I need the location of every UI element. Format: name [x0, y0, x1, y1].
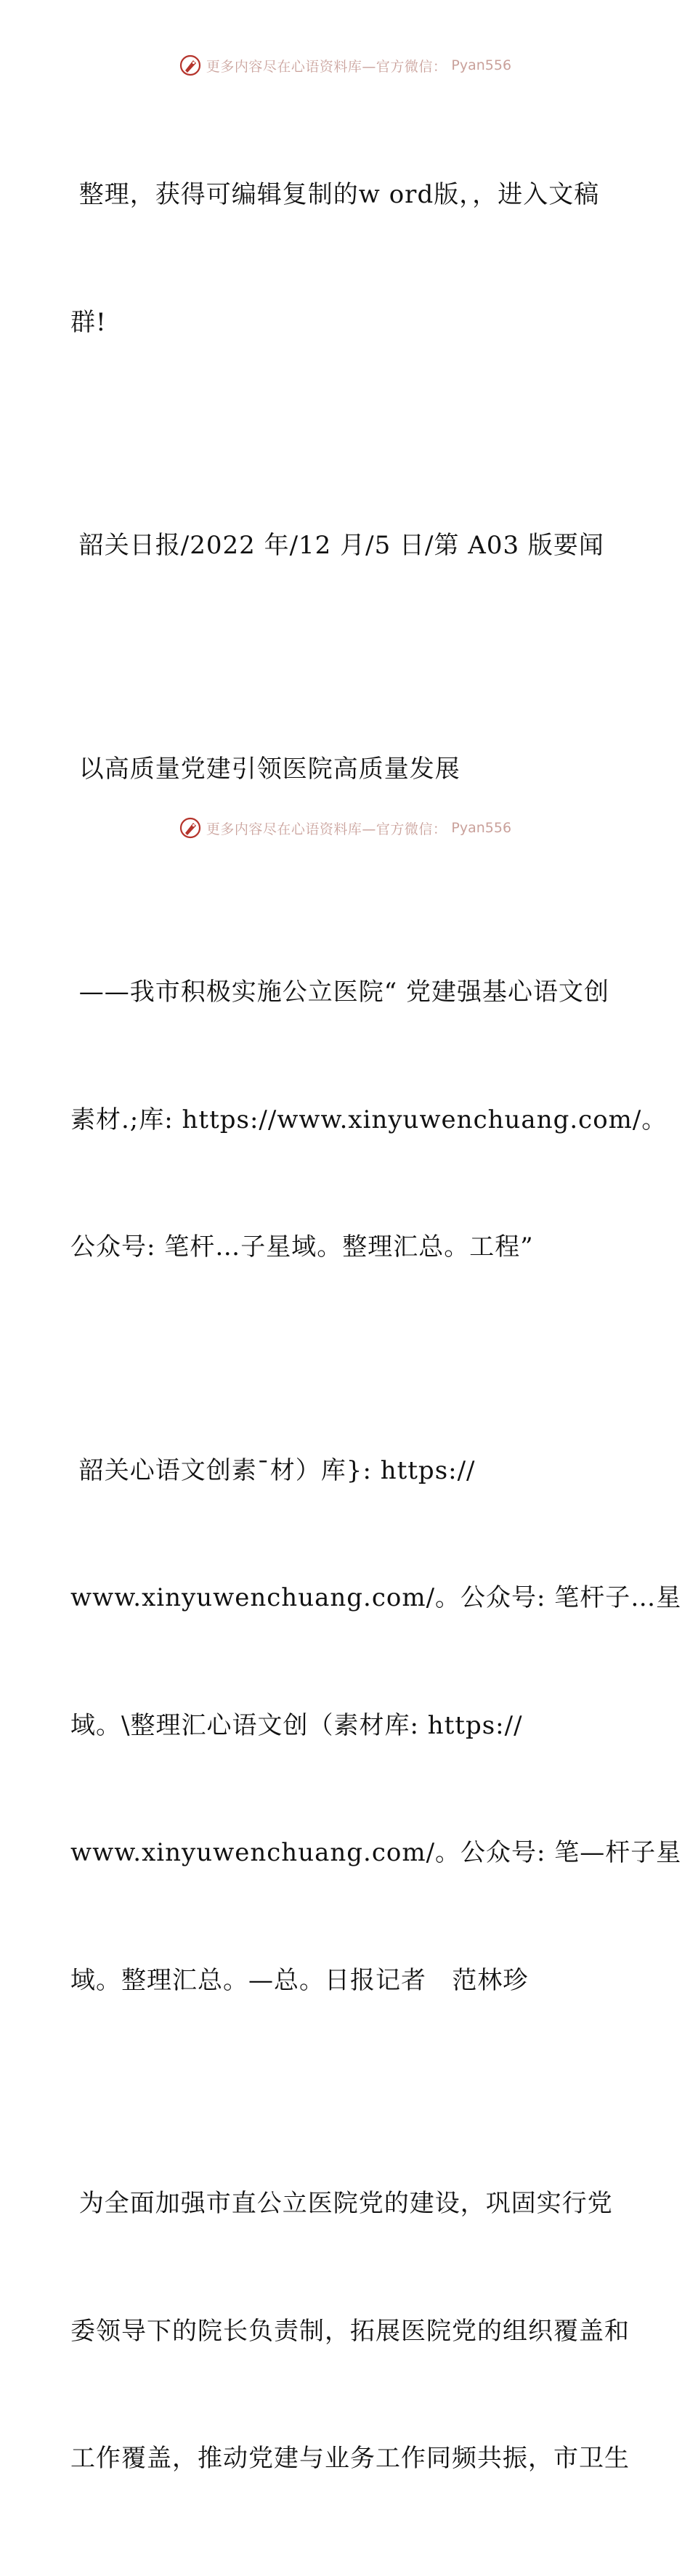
pen-nib-circle-icon — [179, 816, 202, 840]
text-line: ——我市积极实施公立医院“ 党建强基心语文创 — [70, 978, 609, 1007]
text-line: 委领导下的院长负责制，拓展医院党的组织覆盖和 — [70, 2316, 630, 2346]
text-line: 韶关日报/2022 年/12 月/5 日/第 A03 版要闻 — [70, 531, 604, 560]
article-subtitle — [70, 886, 667, 1354]
document-body — [70, 89, 682, 2576]
text-line: 韶关心语文创素¯材）库}: https:// — [70, 1455, 476, 1485]
watermark-wechat-id: Pyan556 — [451, 57, 512, 73]
watermark-text: 更多内容尽在心语资料库—官方微信： — [206, 821, 447, 837]
text-line: www.xinyuwenchuang.com/。公众号: 笔杆子…星 — [70, 1583, 682, 1612]
watermark-wechat-id: Pyan556 — [451, 820, 512, 836]
source-line — [70, 439, 622, 652]
footer-watermark — [0, 816, 690, 840]
text-line: 以高质量党建引领医院高质量发展 — [70, 754, 460, 784]
article-title — [70, 663, 622, 876]
text-line: 素材.;库: https://www.xinyuwenchuang.com/。 — [70, 1105, 667, 1134]
text-line: 整理，获得可编辑复制的w ord版，，进入文稿 — [70, 180, 600, 209]
header-watermark — [0, 54, 690, 77]
text-line: www.xinyuwenchuang.com/。公众号: 笔—杆子星 — [70, 1838, 682, 1867]
text-line: 为全面加强市直公立医院党的建设，巩固实行党 — [70, 2189, 613, 2218]
text-line: 公众号: 笔杆…子星域。整理汇总。工程” — [70, 1232, 534, 1261]
text-line: 工作覆盖，推动党建与业务工作同频共振，市卫生 — [70, 2444, 630, 2473]
text-line: 域。整理汇总。—总。日报记者 范林珍 — [70, 1965, 529, 1995]
text-line: 群! — [70, 307, 107, 337]
text-line: 域。\整理汇心语文创（素材库: https:// — [70, 1710, 523, 1740]
watermark-text: 更多内容尽在心语资料库—官方微信： — [206, 58, 447, 75]
pen-nib-circle-icon — [179, 54, 202, 77]
byline-paragraph — [70, 1365, 682, 2087]
body-paragraph — [70, 2097, 630, 2565]
intro-paragraph — [70, 89, 622, 428]
